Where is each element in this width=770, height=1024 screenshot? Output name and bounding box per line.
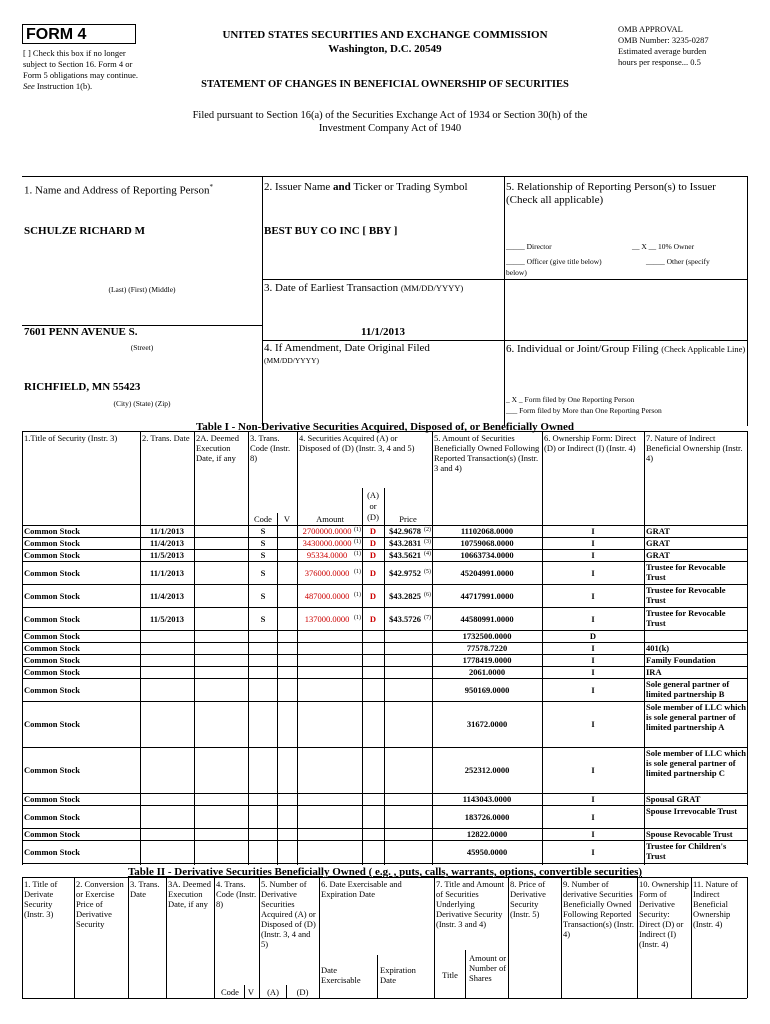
table1-cell-owned: 1143043.0000 (462, 794, 512, 804)
table1-cell-a-or-d: D (369, 550, 377, 560)
table2-subheader-title: Title (442, 970, 458, 980)
table1-cell-footnote: (5) (424, 569, 431, 575)
table1-cell-nature: IRA (646, 667, 662, 677)
table1-cell-form: I (591, 667, 595, 677)
table1-cell-code: S (260, 526, 266, 536)
table1-cell-form: I (591, 550, 595, 560)
table1-cell-price: $43.2825 (389, 591, 421, 601)
rel-other: _____ Other (specify (646, 257, 710, 266)
table2-subheader-a: (A) (267, 987, 279, 997)
box6-check: (Check Applicable Line) (661, 344, 746, 354)
table1-cell-form: I (591, 591, 595, 601)
table1-cell-amount: 95334.0000 (306, 550, 348, 560)
table1-cell-price: $43.2831 (389, 538, 421, 548)
table1-cell-footnote: (2) (424, 527, 431, 533)
table2-header-title: 1. Title of Derivate Security (Instr. 3) (24, 879, 58, 919)
box1-mark: * (209, 183, 213, 191)
table2-subheader-v: V (247, 987, 255, 997)
table1-cell-title: Common Stock (24, 568, 80, 578)
statement-title: STATEMENT OF CHANGES IN BENEFICIAL OWNERSHIP OF SECURITIES (201, 79, 569, 90)
table1-cell-title: Common Stock (24, 685, 80, 695)
box2-label-b: Ticker or Trading Symbol (353, 181, 468, 193)
box2-label-and: and (333, 181, 351, 193)
table1-subheader-code: Code (254, 514, 272, 524)
table1-header-date: 2. Trans. Date (142, 433, 190, 443)
table1-cell-form: I (591, 614, 595, 624)
table1-cell-amount: 487000.0000 (304, 591, 350, 601)
table1-cell-form: I (591, 568, 595, 578)
rule-line (508, 877, 509, 998)
form-title: FORM 4 (22, 24, 136, 44)
table1-cell-owned: 183726.0000 (464, 812, 510, 822)
table1-cell-nature: Spouse Revocable Trust (646, 829, 733, 839)
rule-line (22, 877, 23, 998)
table1-cell-owned: 10759068.0000 (460, 538, 514, 548)
table1-cell-title: Common Stock (24, 550, 80, 560)
omb-line: OMB APPROVAL (618, 24, 683, 34)
table1-cell-nature: Trustee for Revocable Trust (646, 585, 726, 605)
table1-cell-owned: 45950.0000 (466, 847, 508, 857)
rule-line (465, 950, 466, 998)
table1-subheader-amount: Amount (316, 514, 344, 524)
check-box-instr: Instruction 1(b). (36, 81, 93, 91)
table2-header-ownership-form: 10. Ownership Form of Derivative Security: Direct (D) or Indirect (I) (Instr. 4) (639, 879, 690, 949)
table1-cell-owned: 12822.0000 (466, 829, 508, 839)
rule-line (166, 877, 167, 998)
table1-cell-price: $43.5621 (389, 550, 421, 560)
table1-cell-nature: Sole member of LLC which is sole general partner of limited partnership A (646, 702, 746, 732)
table1-cell-nature: Trustee for Children's Trust (646, 841, 727, 861)
table1-cell-code: S (260, 591, 266, 601)
table1-cell-owned: 1778419.0000 (462, 655, 512, 665)
city-state-zip: RICHFIELD, MN 55423 (24, 381, 141, 393)
table1-cell-footnote: (1) (354, 527, 361, 533)
box3-label-text: 3. Date of Earliest Transaction (264, 282, 399, 294)
rule-line (22, 877, 747, 878)
table1-cell-owned: 77578.7220 (466, 643, 508, 653)
box1-label-text: 1. Name and Address of Reporting Person (24, 184, 210, 197)
rule-line (561, 877, 562, 998)
filing-more-persons: ___ Form filed by More than One Reporting Person (506, 406, 662, 415)
table1-subheader-a-or-d: (A) or (D) (367, 490, 379, 522)
table1-header-deemed: 2A. Deemed Execution Date, if any (196, 433, 239, 463)
rel-director: _____ Director (506, 242, 552, 251)
table1-cell-footnote: (1) (354, 615, 361, 621)
table1-cell-nature: GRAT (646, 550, 670, 560)
table1-cell-title: Common Stock (24, 794, 80, 804)
box4-format: (MM/DD/YYYY) (264, 356, 319, 365)
table1-cell-owned: 2061.0000 (468, 667, 506, 677)
table1-cell-nature: 401(k) (646, 643, 670, 653)
table1-header-securities: 4. Securities Acquired (A) or Disposed of (D) (Instr. 3, 4 and 5) (299, 433, 415, 453)
table1-cell-form: I (591, 719, 595, 729)
table1-cell-title: Common Stock (24, 655, 80, 665)
table1-cell-footnote: (4) (424, 551, 431, 557)
table1-cell-form: I (591, 794, 595, 804)
table1-cell-title: Common Stock (24, 667, 80, 677)
table1-cell-nature: Spousal GRAT (646, 794, 701, 804)
rule-line (637, 877, 638, 998)
table1-cell-nature: Trustee for Revocable Trust (646, 608, 726, 628)
table1-subheader-v: V (283, 514, 291, 524)
table1-cell-date: 11/1/2013 (149, 526, 184, 536)
agency-name: UNITED STATES SECURITIES AND EXCHANGE COMMISSION (222, 29, 548, 41)
table1-cell-title: Common Stock (24, 526, 80, 536)
table1-cell-form: I (591, 655, 595, 665)
table1-cell-nature: GRAT (646, 526, 670, 536)
filed-pursuant-line2: Investment Company Act of 1940 (318, 123, 462, 134)
city-label: (City) (State) (Zip) (113, 399, 171, 408)
table1-header-ownership-form: 6. Ownership Form: Direct (D) or Indirect (I) (Instr. 4) (544, 433, 637, 453)
table2-header-deemed: 3A. Deemed Execution Date, if any (168, 879, 211, 909)
filed-pursuant-line1: Filed pursuant to Section 16(a) of the Securities Exchange Act of 1934 or Section 30(h) of the (192, 110, 588, 121)
table2-subheader-expiration: Expiration Date (380, 965, 416, 985)
table1-cell-form: I (591, 847, 595, 857)
table1-cell-price: $42.9678 (389, 526, 421, 536)
table1-cell-date: 11/1/2013 (149, 568, 184, 578)
table1-cell-owned: 950169.0000 (464, 685, 510, 695)
table1-cell-owned: 10663734.0000 (460, 550, 514, 560)
issuer-name: BEST BUY CO INC [ BBY ] (264, 225, 398, 237)
table1-cell-nature: Trustee for Revocable Trust (646, 562, 726, 582)
table1-cell-form: I (591, 526, 595, 536)
table1-cell-footnote: (1) (354, 551, 361, 557)
table1-cell-owned: 45204991.0000 (460, 568, 514, 578)
rel-10pct-owner: __ X __ 10% Owner (632, 242, 695, 251)
table1-cell-title: Common Stock (24, 765, 80, 775)
table1-cell-amount: 2700000.0000 (302, 526, 352, 536)
omb-line: Estimated average burden (618, 46, 707, 56)
table1-cell-price: $42.9752 (389, 568, 421, 578)
rule-line (22, 998, 747, 999)
table1-cell-owned: 44580991.0000 (460, 614, 514, 624)
table1-cell-nature: Sole general partner of limited partnership B (646, 679, 730, 699)
table1-cell-title: Common Stock (24, 847, 80, 857)
table1-cell-title: Common Stock (24, 591, 80, 601)
rule-line (128, 877, 129, 998)
table1-cell-a-or-d: D (369, 591, 377, 601)
table1-cell-owned: 11102068.0000 (460, 526, 514, 536)
name-parts-label: (Last) (First) (Middle) (108, 285, 176, 294)
table2-title: Table II - Derivative Securities Beneficially Owned ( e.g. , puts, calls, warrants, options, convertible securities) (127, 866, 643, 878)
table1-cell-a-or-d: D (369, 526, 377, 536)
box2-label-a: 2. Issuer Name (264, 181, 331, 193)
table1-cell-title: Common Stock (24, 719, 80, 729)
table1-cell-owned: 44717991.0000 (460, 591, 514, 601)
table1-cell-owned: 252312.0000 (464, 765, 510, 775)
table2-subheader-amount-shares: Amount or Number of Shares (469, 953, 507, 983)
table1-cell-code: S (260, 614, 266, 624)
agency-city: Washington, D.C. 20549 (328, 43, 442, 55)
rule-line (691, 877, 692, 998)
street-label: (Street) (130, 343, 154, 352)
table1-cell-a-or-d: D (369, 538, 377, 548)
rule-line (259, 877, 260, 998)
table2-subheader-date-exercisable: Date Exercisable (321, 965, 361, 985)
table1-cell-code: S (260, 538, 266, 548)
table2-header-price: 8. Price of Derivative Security (Instr. 5) (510, 879, 546, 919)
table1-cell-amount: 137000.0000 (304, 614, 350, 624)
table1-cell-amount: 3430000.0000 (302, 538, 352, 548)
table1-cell-owned: 1732500.0000 (462, 631, 512, 641)
check-box-text: [ ] Check this box if no longer subject to Section 16. Form 4 or Form 5 obligations may continue. (23, 48, 138, 80)
table1-cell-owned: 31672.0000 (466, 719, 508, 729)
box5-label: 5. Relationship of Reporting Person(s) to Issuer (Check all applicable) (506, 181, 716, 206)
table2-header-code: 4. Trans. Code (Instr. 8) (216, 879, 257, 909)
rule-line (214, 877, 215, 998)
table1-cell-date: 11/5/2013 (149, 550, 184, 560)
table1-header-nature: 7. Nature of Indirect Beneficial Ownership (Instr. 4) (646, 433, 743, 463)
table1-header-amount-owned: 5. Amount of Securities Beneficially Owned Following Reported Transaction(s) (Instr. 3 and 4) (434, 433, 540, 473)
street-address: 7601 PENN AVENUE S. (24, 326, 138, 338)
table1-cell-form: D (589, 631, 597, 641)
table1-cell-footnote: (1) (354, 569, 361, 575)
table1-cell-title: Common Stock (24, 631, 80, 641)
table1-cell-form: I (591, 643, 595, 653)
rule-line (377, 955, 378, 998)
table1-cell-footnote: (7) (424, 615, 431, 621)
table2-header-date: 3. Trans. Date (130, 879, 160, 899)
table1-cell-price: $43.5726 (389, 614, 421, 624)
box3-format: (MM/DD/YYYY) (400, 283, 464, 293)
table1-cell-nature: GRAT (646, 538, 670, 548)
table1-cell-title: Common Stock (24, 643, 80, 653)
table2-header-conversion: 2. Conversion or Exercise Price of Derivative Security (76, 879, 124, 929)
rule-line (74, 877, 75, 998)
table1-cell-amount: 376000.0000 (304, 568, 350, 578)
table1-subheader-price: Price (399, 514, 417, 524)
table1-cell-title: Common Stock (24, 829, 80, 839)
table2-subheader-d: (D) (296, 987, 309, 997)
table1-cell-date: 11/5/2013 (149, 614, 184, 624)
table1-cell-a-or-d: D (369, 568, 377, 578)
table2-header-exercisable: 6. Date Exercisable and Expiration Date (321, 879, 402, 899)
table1-cell-form: I (591, 765, 595, 775)
table1-header-title: 1.Title of Security (Instr. 3) (24, 433, 118, 443)
box6-label-text: 6. Individual or Joint/Group Filing (506, 343, 659, 355)
table2-header-number: 5. Number of Derivative Securities Acquired (A) or Disposed of (D) (Instr. 3, 4 and 5) (261, 879, 316, 949)
table1-cell-date: 11/4/2013 (149, 591, 184, 601)
earliest-transaction-date: 11/1/2013 (360, 326, 405, 338)
rule-line (319, 877, 320, 998)
table2-header-underlying: 7. Title and Amount of Securities Underlying Derivative Security (Instr. 3 and 4) (436, 879, 505, 929)
table1-cell-footnote: (3) (424, 539, 431, 545)
rel-below: below) (506, 268, 527, 277)
reporting-person-name: SCHULZE RICHARD M (24, 225, 146, 237)
omb-line: hours per response... 0.5 (618, 57, 701, 67)
table2-header-owned: 9. Number of derivative Securities Beneficially Owned Following Reported Transaction(s) (Instr. 4) (563, 879, 634, 939)
table2-header-nature: 11. Nature of Indirect Beneficial Ownership (Instr. 4) (693, 879, 738, 929)
rule-line (747, 877, 748, 998)
table1-cell-nature: Sole member of LLC which is sole general partner of limited partnership C (646, 748, 746, 778)
table1-title: Table I - Non-Derivative Securities Acquired, Disposed of, or Beneficially Owned (195, 421, 575, 433)
table1-cell-nature: Spouse Irrevocable Trust (646, 806, 738, 816)
table1-cell-code: S (260, 550, 266, 560)
table1-cell-date: 11/4/2013 (149, 538, 184, 548)
table1-cell-title: Common Stock (24, 812, 80, 822)
table1-cell-form: I (591, 685, 595, 695)
table1-header-code: 3. Trans. Code (Instr. 8) (250, 433, 291, 463)
table1-cell-form: I (591, 538, 595, 548)
table1-cell-a-or-d: D (369, 614, 377, 624)
check-box-see: See (23, 81, 35, 91)
box4-label: 4. If Amendment, Date Original Filed (264, 342, 430, 354)
omb-line: OMB Number: 3235-0287 (618, 35, 709, 45)
table2-subheader-code: Code (221, 987, 239, 997)
table1-cell-nature: Family Foundation (646, 655, 716, 665)
table1-cell-footnote: (1) (354, 539, 361, 545)
filing-one-person: _ X _ Form filed by One Reporting Person (506, 395, 635, 404)
table1-cell-title: Common Stock (24, 614, 80, 624)
table1-cell-footnote: (1) (354, 592, 361, 598)
rel-officer: _____ Officer (give title below) (506, 257, 602, 266)
table1-cell-footnote: (6) (424, 592, 431, 598)
table1-cell-form: I (591, 829, 595, 839)
table1-cell-title: Common Stock (24, 538, 80, 548)
table1-cell-form: I (591, 812, 595, 822)
table1-cell-code: S (260, 568, 266, 578)
